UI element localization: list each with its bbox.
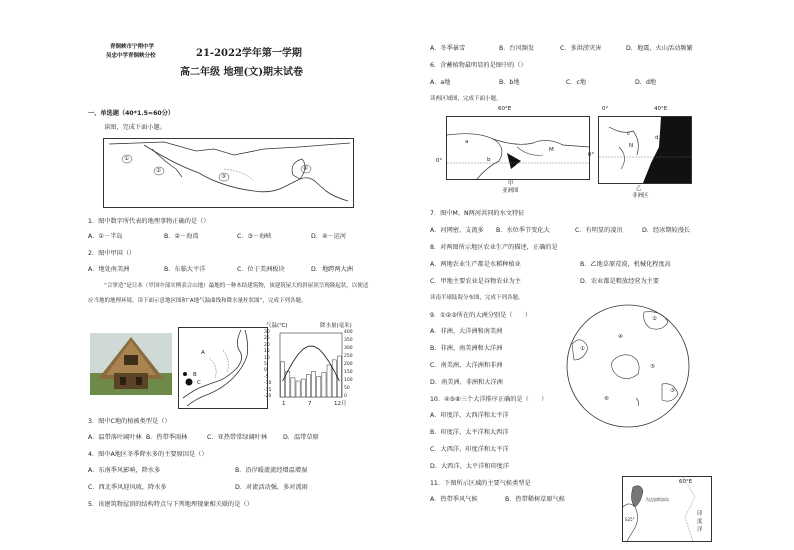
q6-option-b[interactable]: B．b地 — [499, 79, 520, 86]
chart-bar — [281, 362, 285, 397]
q8-stem: 8．对两图所示地区农业生产的描述，正确的是 — [430, 244, 558, 251]
q8-option-c[interactable]: C．甲地主要农业是谷物农业为主 — [430, 278, 521, 285]
map-label-4: ④ — [303, 166, 308, 172]
map-jia-svg — [447, 117, 589, 179]
chart-bar — [317, 377, 321, 397]
chart-xtick-1: 1 — [282, 401, 286, 407]
chart-left-tick: 10 — [264, 355, 270, 361]
chart-bar — [306, 375, 310, 397]
q11-option-b[interactable]: B．热带稀树草原气候 — [505, 496, 565, 503]
chart-left-tick: 20 — [264, 342, 270, 348]
intro-q9: 读南半球陆海分布图，完成下列各题。 — [430, 295, 524, 301]
japan-label-c: C — [197, 380, 201, 386]
exam-title: 高二年级 地理(文)期末试卷 — [180, 67, 303, 78]
chart-bar — [296, 381, 300, 397]
q7-option-a[interactable]: A．河网密，支流多 — [430, 227, 484, 234]
q7-option-b[interactable]: B．水位季节变化大 — [496, 227, 550, 234]
map-yi-sub: 非洲区 — [632, 193, 649, 199]
q6-option-c[interactable]: C．c地 — [566, 79, 587, 86]
globe-svg — [566, 304, 690, 428]
chart-bar — [312, 371, 316, 397]
q1-option-d[interactable]: D．④－运河 — [311, 233, 347, 240]
map-yi-lat: 0° — [588, 152, 595, 158]
chart-right-tick: 150 — [344, 370, 353, 375]
q7-option-c[interactable]: C．有明显的凌汛 — [575, 227, 623, 234]
chart-bar — [322, 373, 326, 397]
q4-option-b[interactable]: B．沿岸暖流流经增温增湿 — [235, 467, 308, 474]
passage-line2: 应当地的地理环境。读下面示意地区图和“A地气温曲线和降水量柱状图”，完成下列各题。 — [88, 298, 307, 304]
map-jia-lat: 0° — [436, 158, 443, 164]
chart-left-tick: 25 — [264, 336, 270, 342]
q2-option-d[interactable]: D．地跨两大洲 — [311, 266, 353, 273]
japan-label-a: A — [201, 350, 205, 356]
map-madagascar — [622, 476, 712, 542]
chart-right-tick: 0 — [344, 394, 347, 399]
school-name-line1: 青铜峡市宁朔中学 — [110, 44, 155, 50]
map-label-1: ① — [124, 156, 129, 162]
globe-label-4: ④ — [618, 334, 623, 340]
map-yi-svg — [599, 117, 691, 183]
chart-right-tick: 350 — [344, 338, 353, 343]
chart-left-tick: -10 — [264, 381, 272, 387]
q3-option-b[interactable]: B．热带季雨林 — [146, 434, 188, 441]
q7-stem: 7．图中M、N两河共同的水文特征 — [430, 210, 525, 217]
q1-stem: 1．图中数字所代表的地理事物正确的是（） — [88, 218, 210, 225]
chart-ylabel-left: 气温(℃) — [266, 323, 288, 329]
small-map-ocean-1: 印 — [697, 511, 703, 517]
map-label-3: ③ — [221, 174, 226, 180]
small-map-ocean-2: 度 — [697, 519, 703, 525]
chart-xtick-12: 12月 — [334, 401, 347, 407]
intro-q7: 读两区域图，完成下面小题。 — [430, 96, 502, 102]
globe-label-6: ⑥ — [604, 396, 609, 402]
chart-left-tick: 15 — [264, 349, 270, 355]
map-mexico-svg — [104, 139, 353, 207]
small-map-ocean-3: 洋 — [697, 527, 703, 533]
q5-option-a[interactable]: A．冬季暴雪 — [430, 45, 466, 52]
chart-right-tick: 100 — [344, 378, 353, 383]
map-japan — [178, 327, 268, 409]
q8-option-a[interactable]: A．两地农业生产都是水稻种植业 — [430, 261, 521, 268]
q3-option-d[interactable]: D．温带草原 — [283, 434, 319, 441]
small-map-lat: S25° — [625, 517, 635, 522]
small-map-lon: 60°E — [679, 479, 693, 485]
map-label-2: ② — [156, 168, 161, 174]
small-map-island: 马达加斯加岛 — [645, 497, 669, 502]
q1-option-c[interactable]: C．③－海峡 — [237, 233, 272, 240]
chart-bar — [301, 379, 305, 397]
school-name-line2: 吴忠中学青铜峡分校 — [106, 53, 156, 59]
q3-stem: 3．图中C地的植被类型是（） — [88, 418, 171, 425]
globe-label-2: ② — [652, 316, 657, 322]
chart-right-tick: 300 — [344, 346, 353, 351]
q10-option-a[interactable]: A．印度洋、大西洋和太平洋 — [430, 412, 509, 419]
chart-ylabel-right: 降水量(毫米) — [320, 323, 352, 329]
map-jia-caption: 甲 — [508, 181, 514, 187]
globe-label-5: ⑤ — [650, 364, 655, 370]
q9-option-d[interactable]: D．南美洲、非洲和大洋洲 — [430, 379, 503, 386]
q9-option-a[interactable]: A．非洲、大洋洲和南美洲 — [430, 328, 503, 335]
q2-option-b[interactable]: B．东临大平洋 — [164, 266, 206, 273]
chart-right-tick: 250 — [344, 354, 353, 359]
q2-option-a[interactable]: A．地处南美洲 — [88, 266, 130, 273]
q6-option-d[interactable]: D．d地 — [635, 79, 657, 86]
q8-option-b[interactable]: B．乙地草原荒漠，机械化程度高 — [580, 261, 671, 268]
q5-option-c[interactable]: C．多洪涝灾害 — [560, 45, 602, 52]
southern-hemisphere-map — [566, 304, 690, 428]
q9-option-b[interactable]: B．非洲、南美洲和大洋洲 — [430, 345, 503, 352]
chart-left-tick: -20 — [264, 394, 272, 399]
q9-option-c[interactable]: C．南美洲、大洋洲和非洲 — [430, 362, 503, 369]
climate-chart-svg — [264, 323, 356, 411]
q5-option-d[interactable]: D．地震、火山活动频繁 — [626, 45, 693, 52]
chart-bar — [327, 365, 331, 397]
section-title: 一、单选题（40*1.5=60分） — [88, 110, 175, 117]
q11-stem: 11．下图所示区域的主要气候类型是 — [430, 480, 531, 487]
chart-left-tick: 30 — [264, 330, 270, 335]
climate-chart — [264, 323, 356, 411]
map-jia-sub: 亚洲图 — [502, 188, 519, 194]
chart-right-tick: 200 — [344, 362, 353, 367]
chart-right-tick: 400 — [344, 330, 353, 335]
q3-option-a[interactable]: A．温带落叶阔叶林 — [88, 434, 142, 441]
passage-line1: “合掌造”是日本（甲国中部实例表合山地）最地的一种木结建筑物，该建筑屋大的斜屋顶呈现隆起状，以便适 — [104, 283, 369, 289]
q4-option-c[interactable]: C．西北季风迎风坡，降水多 — [88, 484, 167, 491]
map-yi-label-c: c — [627, 131, 631, 137]
chart-left-tick: -15 — [264, 387, 272, 393]
chart-bar — [286, 371, 290, 397]
map-jia-label-m: M — [549, 147, 554, 153]
house-photo-svg — [90, 333, 172, 395]
chart-right-tick: 50 — [344, 386, 350, 391]
map-yi-label-n: N — [629, 143, 634, 149]
year-title: 21-2022学年第一学期 — [196, 48, 302, 59]
map-yi-frame — [598, 116, 692, 184]
q2-stem: 2．图中甲国（） — [88, 250, 136, 257]
q2-option-c[interactable]: C．位于美洲板块 — [237, 266, 285, 273]
chart-left-tick: -5 — [264, 374, 269, 380]
house-photo — [90, 333, 172, 395]
map-yi-caption: 乙 — [636, 186, 642, 192]
chart-left-tick: 5 — [264, 362, 267, 367]
map-jia-label-a: a — [465, 139, 469, 145]
q10-option-d[interactable]: D．大西洋、太平洋和印度洋 — [430, 463, 510, 470]
map-yi-label-d: d — [655, 135, 659, 141]
map-yi-lon-left: 0° — [602, 106, 609, 112]
q9-stem: 9．①②③所在的大洲分别是（ ） — [430, 312, 532, 319]
q6-option-a[interactable]: A．a地 — [430, 79, 451, 86]
chart-bar — [332, 360, 336, 397]
map-jia-frame — [446, 116, 590, 180]
q5-stem: 5．该建筑物屋顶的结构特点与下列地理现象相关联的是（） — [88, 501, 253, 508]
q3-option-c[interactable]: C．亚热带常绿阔叶林 — [207, 434, 268, 441]
map-jia-lon: 60°E — [498, 106, 512, 112]
q1-option-b[interactable]: B．②－海湾 — [164, 233, 199, 240]
japan-label-b: B — [193, 372, 197, 378]
q4-option-d[interactable]: D．对流活动强，多对流雨 — [235, 484, 308, 491]
q4-option-a[interactable]: A．东南季风影响，降水多 — [88, 467, 161, 474]
chart-bar — [337, 356, 341, 397]
q10-option-c[interactable]: C．大西洋、印度洋和太平洋 — [430, 446, 509, 453]
q1-option-a[interactable]: A．①－半岛 — [88, 233, 123, 240]
map-jia-label-b: b — [487, 157, 491, 163]
chart-left-tick: 0 — [264, 368, 267, 374]
map-japan-svg — [179, 328, 267, 408]
reading-intro: 读图，完成下面小题。 — [104, 124, 166, 131]
map-yi-lon-right: 40°E — [654, 106, 668, 112]
q5-option-b[interactable]: B．台风频发 — [499, 45, 535, 52]
q6-stem: 6．含蓄植物最明显的是图中的（） — [430, 62, 527, 69]
map-jia — [436, 106, 594, 196]
q10-option-b[interactable]: B．印度洋、太平洋和大西洋 — [430, 429, 509, 436]
map-mexico — [103, 138, 354, 208]
map-yi — [588, 106, 698, 202]
q10-stem: 10．④⑤⑥三个大洋排序正确的是（ ） — [430, 396, 548, 403]
globe-label-3: ③ — [670, 388, 675, 394]
q11-option-a[interactable]: A．热带季风气候 — [430, 496, 478, 503]
q7-option-d[interactable]: D．经冰期较漫长 — [642, 227, 691, 234]
globe-label-1: ① — [580, 346, 585, 352]
q8-option-d[interactable]: D．农业都是粗放经营为主要 — [580, 278, 660, 285]
chart-bar — [291, 378, 295, 397]
q4-stem: 4．图中A地区冬季降水多的主要原因是（） — [88, 451, 208, 458]
chart-xtick-7: 7 — [308, 401, 312, 407]
